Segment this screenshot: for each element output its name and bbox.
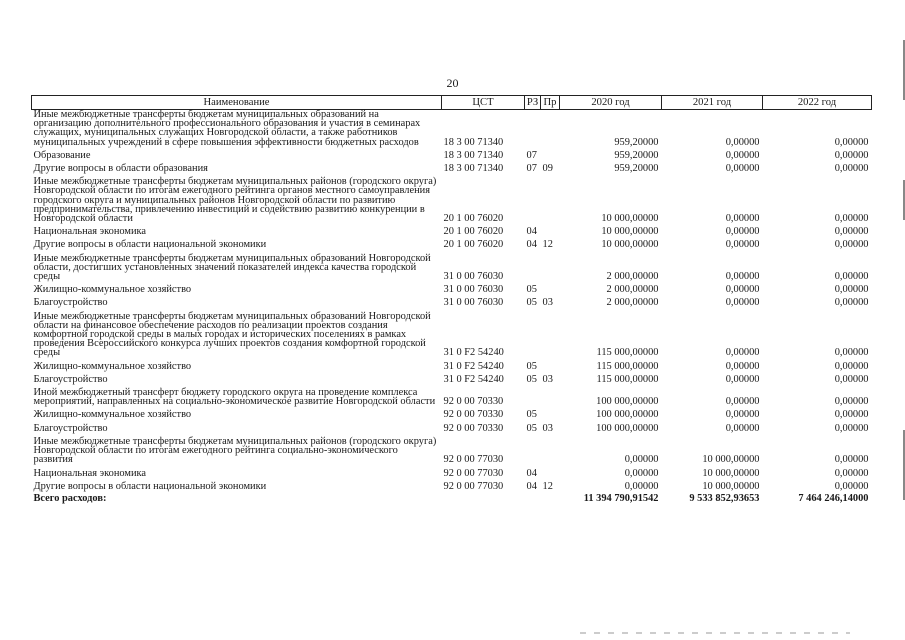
row-2022: 0,00000 [834, 271, 869, 283]
row-name: Национальная экономика [33, 226, 147, 238]
header-2020: 2020 год [560, 96, 662, 110]
row-pr: 03 [542, 373, 553, 385]
row-name: Иной межбюджетный трансферт бюджету городского округа на проведение комплекса мероприятий, направленных на социально-экономическое развитие Новгородской области [33, 387, 436, 408]
table-row [32, 110, 872, 147]
row-2021: 0,00000 [725, 360, 760, 372]
row-2022: 0,00000 [834, 396, 869, 408]
row-rz [525, 384, 541, 406]
row-2020: 0,00000 [624, 467, 659, 479]
row-2021: 0,00000 [725, 297, 760, 309]
row-2022: 0,00000 [834, 347, 869, 359]
row-pr: 03 [542, 297, 553, 309]
row-cst: 92 0 00 70330 [443, 422, 504, 434]
row-rz [525, 250, 541, 282]
row-rz: 04 [526, 467, 537, 479]
row-name: Иные межбюджетные трансферты бюджетам муниципальных районов (городского округа) Новгородской области по итогам ежегодного рейтинга социально-экономического развития [33, 435, 437, 466]
row-pr [541, 173, 560, 223]
row-2021: 0,00000 [725, 271, 760, 283]
row-pr [541, 110, 560, 147]
row-2021: 0,00000 [725, 226, 760, 238]
row-2022: 0,00000 [834, 136, 869, 148]
row-2022: 0,00000 [834, 480, 869, 492]
row-2022: 0,00000 [834, 226, 869, 238]
row-rz: 05 [526, 360, 537, 372]
row-cst: 18 3 00 71340 [443, 149, 504, 161]
row-cst: 20 1 00 76020 [443, 213, 504, 225]
row-cst: 92 0 00 77030 [443, 454, 504, 466]
table-row [32, 358, 872, 371]
scan-artifact [580, 632, 850, 634]
row-cst: 31 0 F2 54240 [443, 347, 504, 359]
row-2022: 0,00000 [834, 467, 869, 479]
row-rz: 05 [526, 284, 537, 296]
table-row [32, 223, 872, 236]
row-2020: 10 000,00000 [601, 226, 659, 238]
row-pr [541, 147, 560, 160]
header-2022: 2022 год [763, 96, 872, 110]
row-rz: 05 [526, 297, 537, 309]
row-rz: 05 [526, 373, 537, 385]
table-row [32, 465, 872, 478]
row-pr: 12 [542, 239, 553, 251]
row-2021: 0,00000 [725, 136, 760, 148]
row-2022: 0,00000 [834, 409, 869, 421]
row-cst: 92 0 00 70330 [443, 396, 504, 408]
row-cst: 18 3 00 71340 [443, 163, 504, 175]
row-pr: 12 [542, 480, 553, 492]
total-2022: 7 464 246,14000 [798, 492, 869, 504]
table-row [32, 236, 872, 249]
row-rz: 04 [526, 226, 537, 238]
row-2022: 0,00000 [834, 239, 869, 251]
table-row [32, 281, 872, 294]
row-cst: 18 3 00 71340 [443, 136, 504, 148]
table-row [32, 420, 872, 433]
row-2020: 0,00000 [624, 454, 659, 466]
row-2020: 100 000,00000 [596, 409, 659, 421]
table-row [32, 308, 872, 358]
row-pr [541, 308, 560, 358]
row-pr [541, 358, 560, 371]
row-cst: 31 0 F2 54240 [443, 360, 504, 372]
row-2022: 0,00000 [834, 373, 869, 385]
row-2020: 100 000,00000 [596, 422, 659, 434]
row-2021: 0,00000 [725, 422, 760, 434]
row-rz: 04 [526, 480, 537, 492]
row-rz: 07 [526, 149, 537, 161]
row-rz: 05 [526, 422, 537, 434]
table-row [32, 173, 872, 223]
row-cst: 31 0 00 76030 [443, 297, 504, 309]
row-2021: 0,00000 [725, 239, 760, 251]
row-name: Иные межбюджетные трансферты бюджетам муниципальных образований Новгородской области на финансовое обеспечение расходов по реализации проектов создания комфортной городской среды в малых городах и исторических поселениях в рамках проведения Всероссийского конкурса лучших проектов создания комфортной городской среды [33, 310, 431, 359]
row-2021: 0,00000 [725, 163, 760, 175]
header-pr: Пр [541, 96, 560, 110]
total-2020: 11 394 790,91542 [583, 492, 659, 504]
table-row [32, 478, 872, 491]
row-cst: 92 0 00 77030 [443, 480, 504, 492]
table-row [32, 384, 872, 406]
row-cst: 20 1 00 76020 [443, 226, 504, 238]
row-pr [541, 406, 560, 419]
row-2021: 0,00000 [725, 347, 760, 359]
row-2021: 0,00000 [725, 149, 760, 161]
row-2020: 959,20000 [614, 163, 659, 175]
row-cst: 20 1 00 76020 [443, 239, 504, 251]
row-2021: 0,00000 [725, 396, 760, 408]
row-cst: 92 0 00 70330 [443, 409, 504, 421]
row-name: Другие вопросы в области национальной экономики [33, 480, 267, 492]
row-cst: 92 0 00 77030 [443, 467, 504, 479]
row-name: Жилищно-коммунальное хозяйство [33, 284, 192, 296]
row-2020: 10 000,00000 [601, 213, 659, 225]
row-2020: 10 000,00000 [601, 239, 659, 251]
row-2021: 10 000,00000 [702, 480, 760, 492]
row-pr [541, 384, 560, 406]
row-2022: 0,00000 [834, 213, 869, 225]
row-2020: 115 000,00000 [596, 360, 659, 372]
row-2020: 0,00000 [624, 480, 659, 492]
row-name: Жилищно-коммунальное хозяйство [33, 409, 192, 421]
row-2020: 115 000,00000 [596, 373, 659, 385]
row-name: Национальная экономика [33, 467, 147, 479]
table-row [32, 433, 872, 465]
row-cst: 31 0 F2 54240 [443, 373, 504, 385]
row-pr [541, 223, 560, 236]
row-pr [541, 250, 560, 282]
row-cst: 31 0 00 76030 [443, 284, 504, 296]
row-rz [525, 110, 541, 147]
row-2022: 0,00000 [834, 422, 869, 434]
row-rz [525, 308, 541, 358]
row-name: Жилищно-коммунальное хозяйство [33, 360, 192, 372]
row-2021: 0,00000 [725, 284, 760, 296]
row-2021: 0,00000 [725, 213, 760, 225]
row-cst: 31 0 00 76030 [443, 271, 504, 283]
total-row [32, 491, 872, 503]
table-row [32, 250, 872, 282]
row-2021: 10 000,00000 [702, 454, 760, 466]
row-pr [541, 281, 560, 294]
row-name: Благоустройство [33, 373, 108, 385]
row-rz: 07 [526, 163, 537, 175]
table-row [32, 294, 872, 307]
row-2022: 0,00000 [834, 454, 869, 466]
row-name: Другие вопросы в области образования [33, 163, 208, 175]
row-pr: 03 [542, 422, 553, 434]
header-name: Наименование [32, 96, 442, 110]
row-2021: 0,00000 [725, 409, 760, 421]
row-2020: 2 000,00000 [606, 297, 659, 309]
table-row [32, 160, 872, 173]
row-2021: 0,00000 [725, 373, 760, 385]
table-header-row [32, 96, 872, 110]
expenditure-table [31, 95, 872, 503]
total-2021: 9 533 852,93653 [689, 492, 760, 504]
row-2022: 0,00000 [834, 297, 869, 309]
row-2020: 959,20000 [614, 149, 659, 161]
table-row [32, 147, 872, 160]
header-2021: 2021 год [662, 96, 763, 110]
row-2022: 0,00000 [834, 163, 869, 175]
row-2020: 100 000,00000 [596, 396, 659, 408]
row-rz [525, 433, 541, 465]
row-name: Другие вопросы в области национальной экономики [33, 239, 267, 251]
row-name: Иные межбюджетные трансферты бюджетам муниципальных образований на организацию дополнительного профессионального образования и участия в семинарах служащих, муниципальных служащих Новгородской области, а также работников муниципальных учреждений в сфере повышения эффективности бюджетных расходов [33, 109, 421, 148]
row-2020: 2 000,00000 [606, 284, 659, 296]
table-row [32, 371, 872, 384]
row-rz: 05 [526, 409, 537, 421]
row-name: Образование [33, 149, 91, 161]
row-rz: 04 [526, 239, 537, 251]
row-pr [541, 465, 560, 478]
row-2020: 115 000,00000 [596, 347, 659, 359]
row-pr [541, 433, 560, 465]
row-name: Благоустройство [33, 422, 108, 434]
page-number: 20 [446, 76, 459, 90]
row-2022: 0,00000 [834, 284, 869, 296]
header-cst: ЦСТ [442, 96, 525, 110]
row-rz [525, 173, 541, 223]
row-2021: 10 000,00000 [702, 467, 760, 479]
table-row [32, 406, 872, 419]
row-2020: 959,20000 [614, 136, 659, 148]
row-2020: 2 000,00000 [606, 271, 659, 283]
row-name: Благоустройство [33, 297, 108, 309]
row-name: Иные межбюджетные трансферты бюджетам муниципальных образований Новгородской области, достигших установленных значений показателей индекса качества городской среды [33, 252, 431, 283]
row-2022: 0,00000 [834, 360, 869, 372]
row-name: Иные межбюджетные трансферты бюджетам муниципальных районов (городского округа) Новгородской области по итогам ежегодного рейтинга органов местного самоуправления городского округа и муниципальных районов Новгородской области по развитию предпринимательства, привлечению инвестиций и содействию развитию конкуренции в Новгородской области [33, 176, 437, 225]
total-label: Всего расходов: [33, 492, 107, 504]
row-pr: 09 [542, 163, 553, 175]
row-2022: 0,00000 [834, 149, 869, 161]
header-rz: РЗ [525, 96, 541, 110]
